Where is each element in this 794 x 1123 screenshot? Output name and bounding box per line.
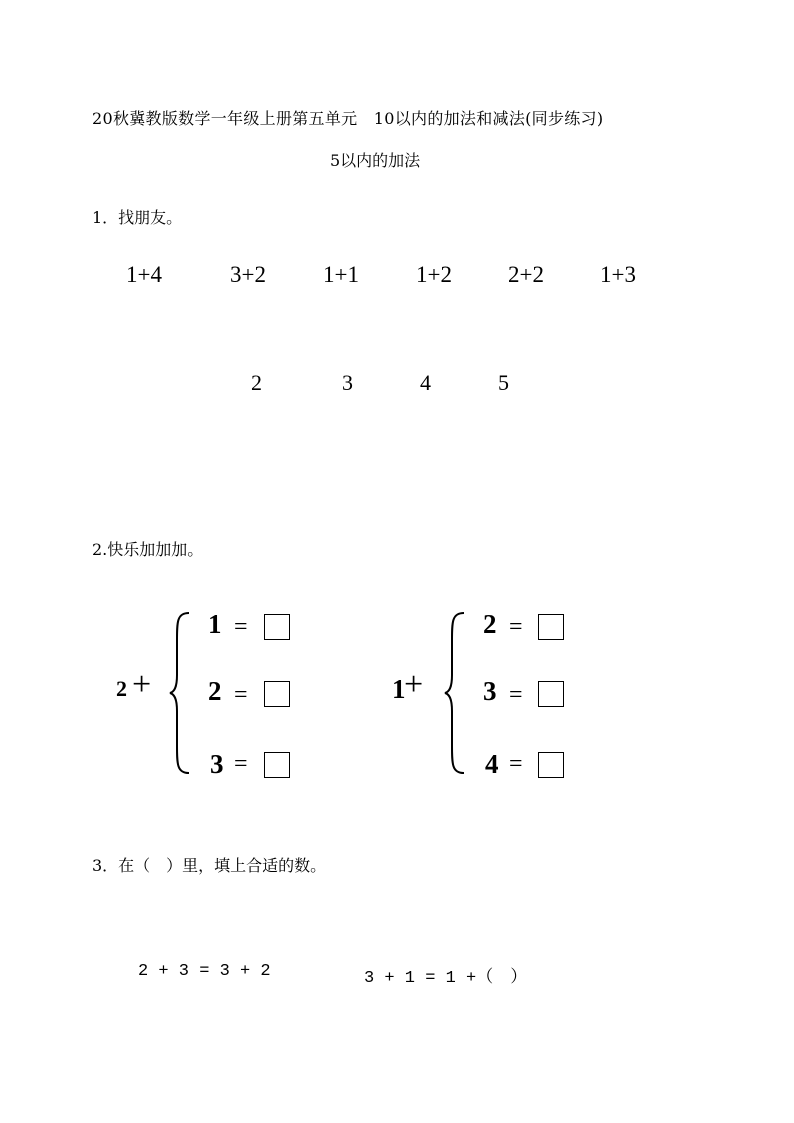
group-1-brace xyxy=(168,610,194,776)
answer-number: 2 xyxy=(251,370,262,395)
expression-item: 3+2 xyxy=(230,262,266,287)
equation-item: 3 + 1 = 1 +（ ） xyxy=(364,969,528,988)
expression-item: 2+2 xyxy=(508,262,544,287)
equals-sign: = xyxy=(509,751,523,777)
equation-item: 2 + 3 = 3 + 2 xyxy=(138,962,271,981)
page-subtitle: 5以内的加法 xyxy=(330,151,421,170)
answer-box[interactable] xyxy=(264,752,290,778)
question-1-label: 1．找朋友。 xyxy=(92,208,183,227)
answer-box[interactable] xyxy=(264,681,290,707)
addend-number: 1 xyxy=(208,609,222,639)
answer-box[interactable] xyxy=(538,752,564,778)
answer-number: 3 xyxy=(342,370,353,395)
addend-number: 3 xyxy=(483,676,497,706)
addend-number: 2 xyxy=(483,609,497,639)
question-3-label: 3．在（ ）里，填上合适的数。 xyxy=(92,856,327,875)
expression-item: 1+1 xyxy=(323,262,359,287)
addend-number: 2 xyxy=(208,676,222,706)
answer-box[interactable] xyxy=(538,614,564,640)
equals-sign: = xyxy=(234,614,248,640)
page-title: 20秋冀教版数学一年级上册第五单元 10以内的加法和减法(同步练习) xyxy=(92,109,604,128)
group-1-plus-sign: + xyxy=(132,666,152,703)
expression-item: 1+3 xyxy=(600,262,636,287)
expression-item: 1+2 xyxy=(416,262,452,287)
question-2-label: 2.快乐加加加。 xyxy=(92,540,204,559)
group-2-plus-sign: + xyxy=(404,666,424,703)
group-1-base-number: 2 xyxy=(116,676,127,701)
equals-sign: = xyxy=(234,682,248,708)
answer-number: 4 xyxy=(420,370,431,395)
expression-item: 1+4 xyxy=(126,262,162,287)
equals-sign: = xyxy=(509,682,523,708)
equals-sign: = xyxy=(509,614,523,640)
addend-number: 3 xyxy=(210,749,224,779)
group-2-base-number: 1 xyxy=(392,674,406,704)
answer-box[interactable] xyxy=(538,681,564,707)
group-2-brace xyxy=(443,610,469,776)
answer-box[interactable] xyxy=(264,614,290,640)
addend-number: 4 xyxy=(485,749,499,779)
answer-number: 5 xyxy=(498,370,509,395)
equals-sign: = xyxy=(234,751,248,777)
